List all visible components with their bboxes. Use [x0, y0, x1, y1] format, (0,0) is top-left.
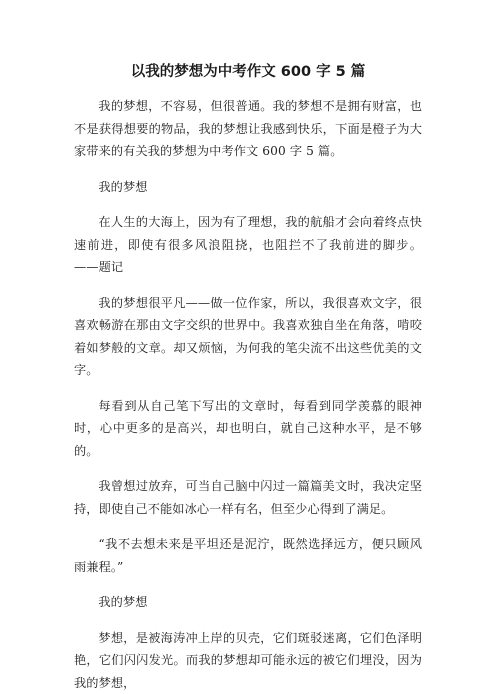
paragraph-quote: “我不去想未来是平坦还是泥泞，既然选择远方，便只顾风雨兼程。”	[74, 533, 422, 578]
paragraph-epigraph: 在人生的大海上，因为有了理想，我的航船才会向着终点快速前进，即使有很多风浪阻挠，也阻拦不了我前进的脚步。 ——题记	[74, 211, 422, 279]
paragraph-body: 我曾想过放弃，可当自己脑中闪过一篇篇美文时，我决定坚持，即使自己不能如冰心一样有名，但至少心得到了满足。	[74, 475, 422, 520]
paragraph-section-heading: 我的梦想	[74, 176, 422, 199]
document-title: 以我的梦想为中考作文 600 字 5 篇	[74, 62, 422, 82]
paragraph-intro: 我的梦想，不容易，但很普通。我的梦想不是拥有财富，也不是获得想要的物品，我的梦想让我感到快乐，下面是橙子为大家带来的有关我的梦想为中考作文 600 字 5 篇。	[74, 95, 422, 163]
paragraph-body: 每看到从自己笔下写出的文章时，每看到同学羡慕的眼神时，心中更多的是高兴，却也明白，就自己这种水平，是不够的。	[74, 395, 422, 463]
paragraph-body: 我的梦想很平凡——做一位作家，所以，我很喜欢文字，很喜欢畅游在那由文字交织的世界中。我喜欢独自坐在角落，啃咬着如梦般的文章。却又烦恼，为何我的笔尖流不出这些优美的文字。	[74, 292, 422, 382]
paragraph-body: 梦想，是被海涛冲上岸的贝壳，它们斑驳迷离，它们色泽明艳，它们闪闪发光。而我的梦想却可能永远的被它们埋没，因为我的梦想，	[74, 627, 422, 694]
paragraph-section-heading: 我的梦想	[74, 591, 422, 614]
